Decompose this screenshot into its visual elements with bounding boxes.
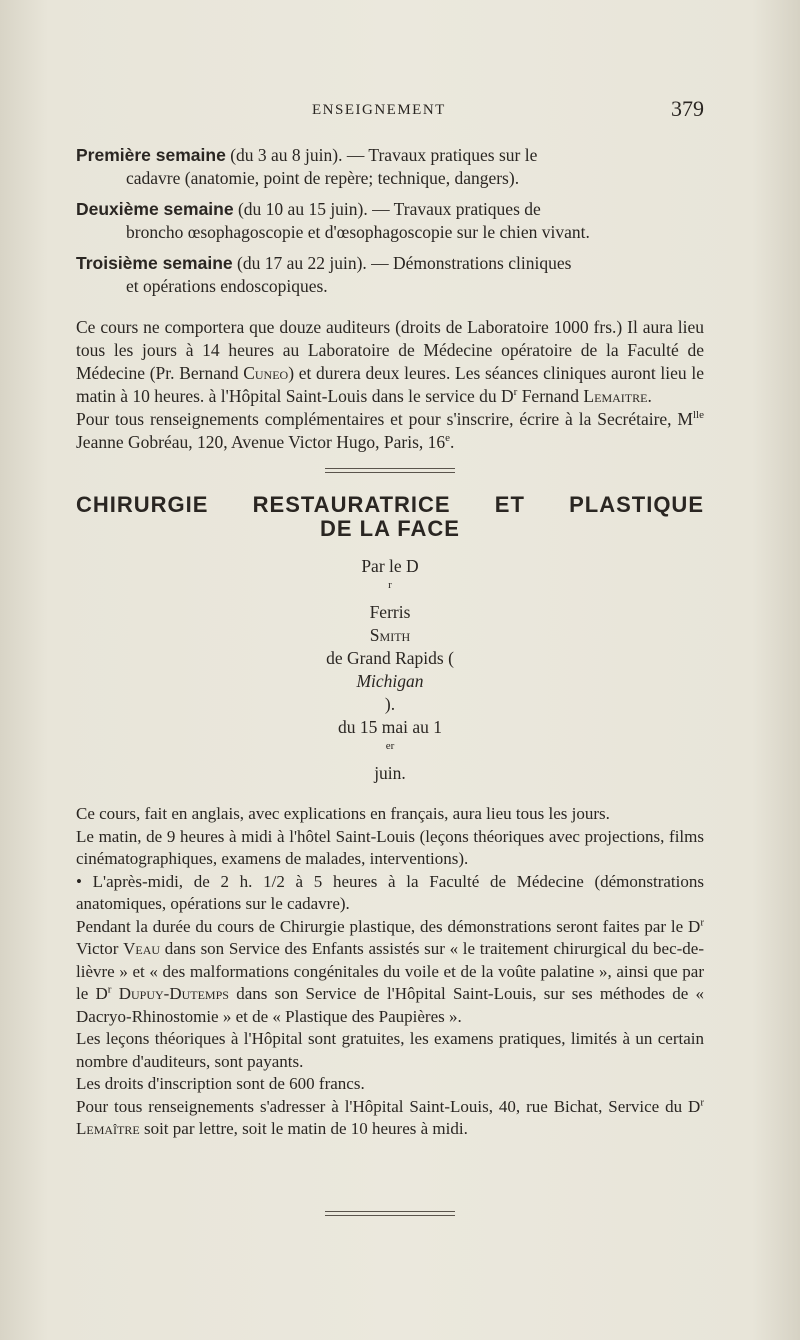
week-1 (76, 144, 704, 190)
body-paragraph-1: Ce cours, fait en anglais, avec explications en français, aura lieu tous les jours. (76, 804, 610, 823)
page-content (76, 144, 704, 1230)
week-1-line1: (du 3 au 8 juin). — Travaux pratiques sur le (225, 145, 538, 165)
week-3-line2: et opérations endoscopiques. (126, 276, 328, 296)
week-1-line2: cadavre (anatomie, point de repère; technique, dangers). (126, 168, 520, 188)
section-title-line-2: DE LA FACE (320, 516, 460, 541)
body-paragraph-5: Les leçons théoriques à l'Hôpital sont gratuites, les examens pratiques, limités à un certain nombre d'auditeurs, sont payants. (76, 1029, 704, 1071)
week-2-line2: broncho œsophagoscopie et d'œsophagoscopie sur le chien vivant. (126, 222, 590, 242)
week-2-lead: Deuxième semaine (76, 199, 234, 219)
body-paragraph-3: • L'après-midi, de 2 h. 1/2 à 5 heures à la Faculté de Médecine (démonstrations anatomiques, opérations sur le cadavre). (76, 871, 704, 913)
section-title-line-1: CHIRURGIE RESTAURATRICE ET PLASTIQUE (76, 492, 704, 517)
course-info-paragraph-1: Ce cours ne comportera que douze auditeurs (droits de Laboratoire 1000 frs.) Il aura lieu tous les jours à 14 heures au Laboratoire de Médecine opératoire de la Faculté de Médecine (Pr. Bernand Cuneo) et durera deux leures. Les séances cliniques auront lieu le matin à 10 heures. à l'Hôpital Saint-Louis dans le service du $D^r$ Fernand Lemaitre. (76, 317, 705, 406)
byline (76, 555, 704, 785)
byline-dates: du 15 mai au 1 $^{er}$ juin. (337, 717, 442, 783)
week-1-lead: Première semaine (76, 145, 226, 165)
week-2 (76, 198, 704, 244)
body-paragraph-4: Pendant la durée du cours de Chirurgie plastique, des démonstrations seront faites par le $D^r$ Victor Veau dans son Service des Enfants assistés sur « le traitement chirurgical du bec-de-lièvre » et « des malformations congénitales du voile et de la voûte palatine », ainsi que par le $D^r$ Dupuy-Dutemps dans son Service de l'Hôpital Saint-Louis, sur ses méthodes de « Dacryo-Rhinostomie » et de « Plastique des Paupières ». (76, 915, 705, 1026)
body-paragraph-6: Les droits d'inscription sont de 600 francs. (76, 1074, 365, 1093)
week-3 (76, 252, 704, 298)
page-number: 379 (671, 96, 704, 121)
section-divider-bottom (325, 1211, 455, 1216)
body-paragraph-2: Le matin, de 9 heures à midi à l'hôtel Saint-Louis (leçons théoriques avec projections, films cinématographiques, examens de malades, interventions). (76, 826, 704, 868)
week-2-line1: (du 10 au 15 juin). — Travaux pratiques de (233, 199, 541, 219)
page-header (312, 98, 704, 124)
section-divider-top (325, 468, 455, 473)
body-paragraph-7: Pour tous renseignements s'adresser à l'Hôpital Saint-Louis, 40, rue Bichat, Service du $D^r$ Lemaître soit par lettre, soit le matin de 10 heures à midi. (76, 1095, 704, 1138)
course-info-paragraph-2: Pour tous renseignements complémentaires et pour s'inscrire, écrire à la Secrétaire, $M^{lle}$ Jeanne Gobréau, 120, Avenue Victor Hugo, Paris, 16e. (76, 409, 704, 452)
week-3-lead: Troisième semaine (76, 253, 233, 273)
section-title (76, 493, 704, 541)
running-title: ENSEIGNEMENT (312, 102, 446, 118)
week-3-line1: (du 17 au 22 juin). — Démonstrations cliniques (232, 253, 572, 273)
byline-author: Par le D $^r$ Ferris Smith de Grand Rapids ( Michigan ). (326, 556, 454, 714)
